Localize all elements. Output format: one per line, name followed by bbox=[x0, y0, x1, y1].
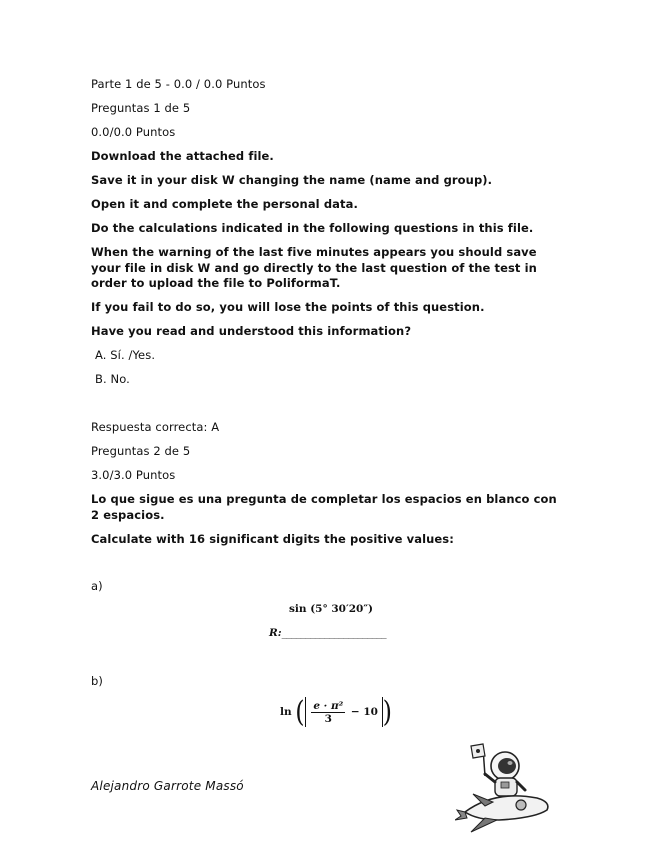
fraction-denominator: 3 bbox=[324, 712, 332, 725]
fraction bbox=[311, 700, 345, 725]
instruction-line: If you fail to do so, you will lose the points of this question. bbox=[91, 300, 485, 314]
author-name: Alejandro Garrote Massó bbox=[91, 779, 244, 793]
option-a[interactable]: A. Sí. /Yes. bbox=[95, 348, 156, 362]
answer-row bbox=[269, 627, 386, 639]
question-points: 3.0/3.0 Puntos bbox=[91, 468, 176, 482]
correct-answer: Respuesta correcta: A bbox=[91, 420, 220, 434]
expression-b bbox=[280, 697, 392, 727]
answer-label: R: bbox=[269, 627, 282, 639]
astronaut-rocket-icon bbox=[455, 740, 555, 840]
question-points: 0.0/0.0 Puntos bbox=[91, 125, 176, 139]
answer-blank[interactable]: ______________________ bbox=[281, 627, 387, 639]
fill-blank-instruction: Lo que sigue es una pregunta de completar los espacios en blanco con 2 espacios. bbox=[91, 492, 557, 522]
right-paren: ) bbox=[382, 695, 393, 729]
question-number: Preguntas 2 de 5 bbox=[91, 444, 191, 458]
instruction-line: Save it in your disk W changing the name (name and group). bbox=[91, 173, 493, 187]
ln-function: ln bbox=[280, 706, 292, 718]
minus-ten: − 10 bbox=[350, 706, 378, 718]
instruction-line: Download the attached file. bbox=[91, 149, 274, 163]
left-paren: ( bbox=[295, 695, 305, 729]
option-b[interactable]: B. No. bbox=[95, 372, 130, 386]
fraction-numerator: e · π² bbox=[313, 699, 344, 712]
expression-a: sin (5° 30′20″) bbox=[289, 603, 374, 615]
instruction-question: Have you read and understood this information? bbox=[91, 324, 412, 338]
abs-bar-left bbox=[305, 697, 306, 727]
part-header: Parte 1 de 5 - 0.0 / 0.0 Puntos bbox=[91, 77, 266, 91]
instruction-line: Open it and complete the personal data. bbox=[91, 197, 358, 211]
calculation-prompt: Calculate with 16 significant digits the positive values: bbox=[91, 532, 454, 546]
part-b-label: b) bbox=[91, 674, 103, 688]
part-a-label: a) bbox=[91, 579, 103, 593]
instruction-line: Do the calculations indicated in the following questions in this file. bbox=[91, 221, 534, 235]
instruction-paragraph: When the warning of the last five minutes appears you should save your file in disk W and go directly to the last question of the test in order to upload the file to PoliformaT. bbox=[91, 245, 537, 290]
question-number: Preguntas 1 de 5 bbox=[91, 101, 191, 115]
